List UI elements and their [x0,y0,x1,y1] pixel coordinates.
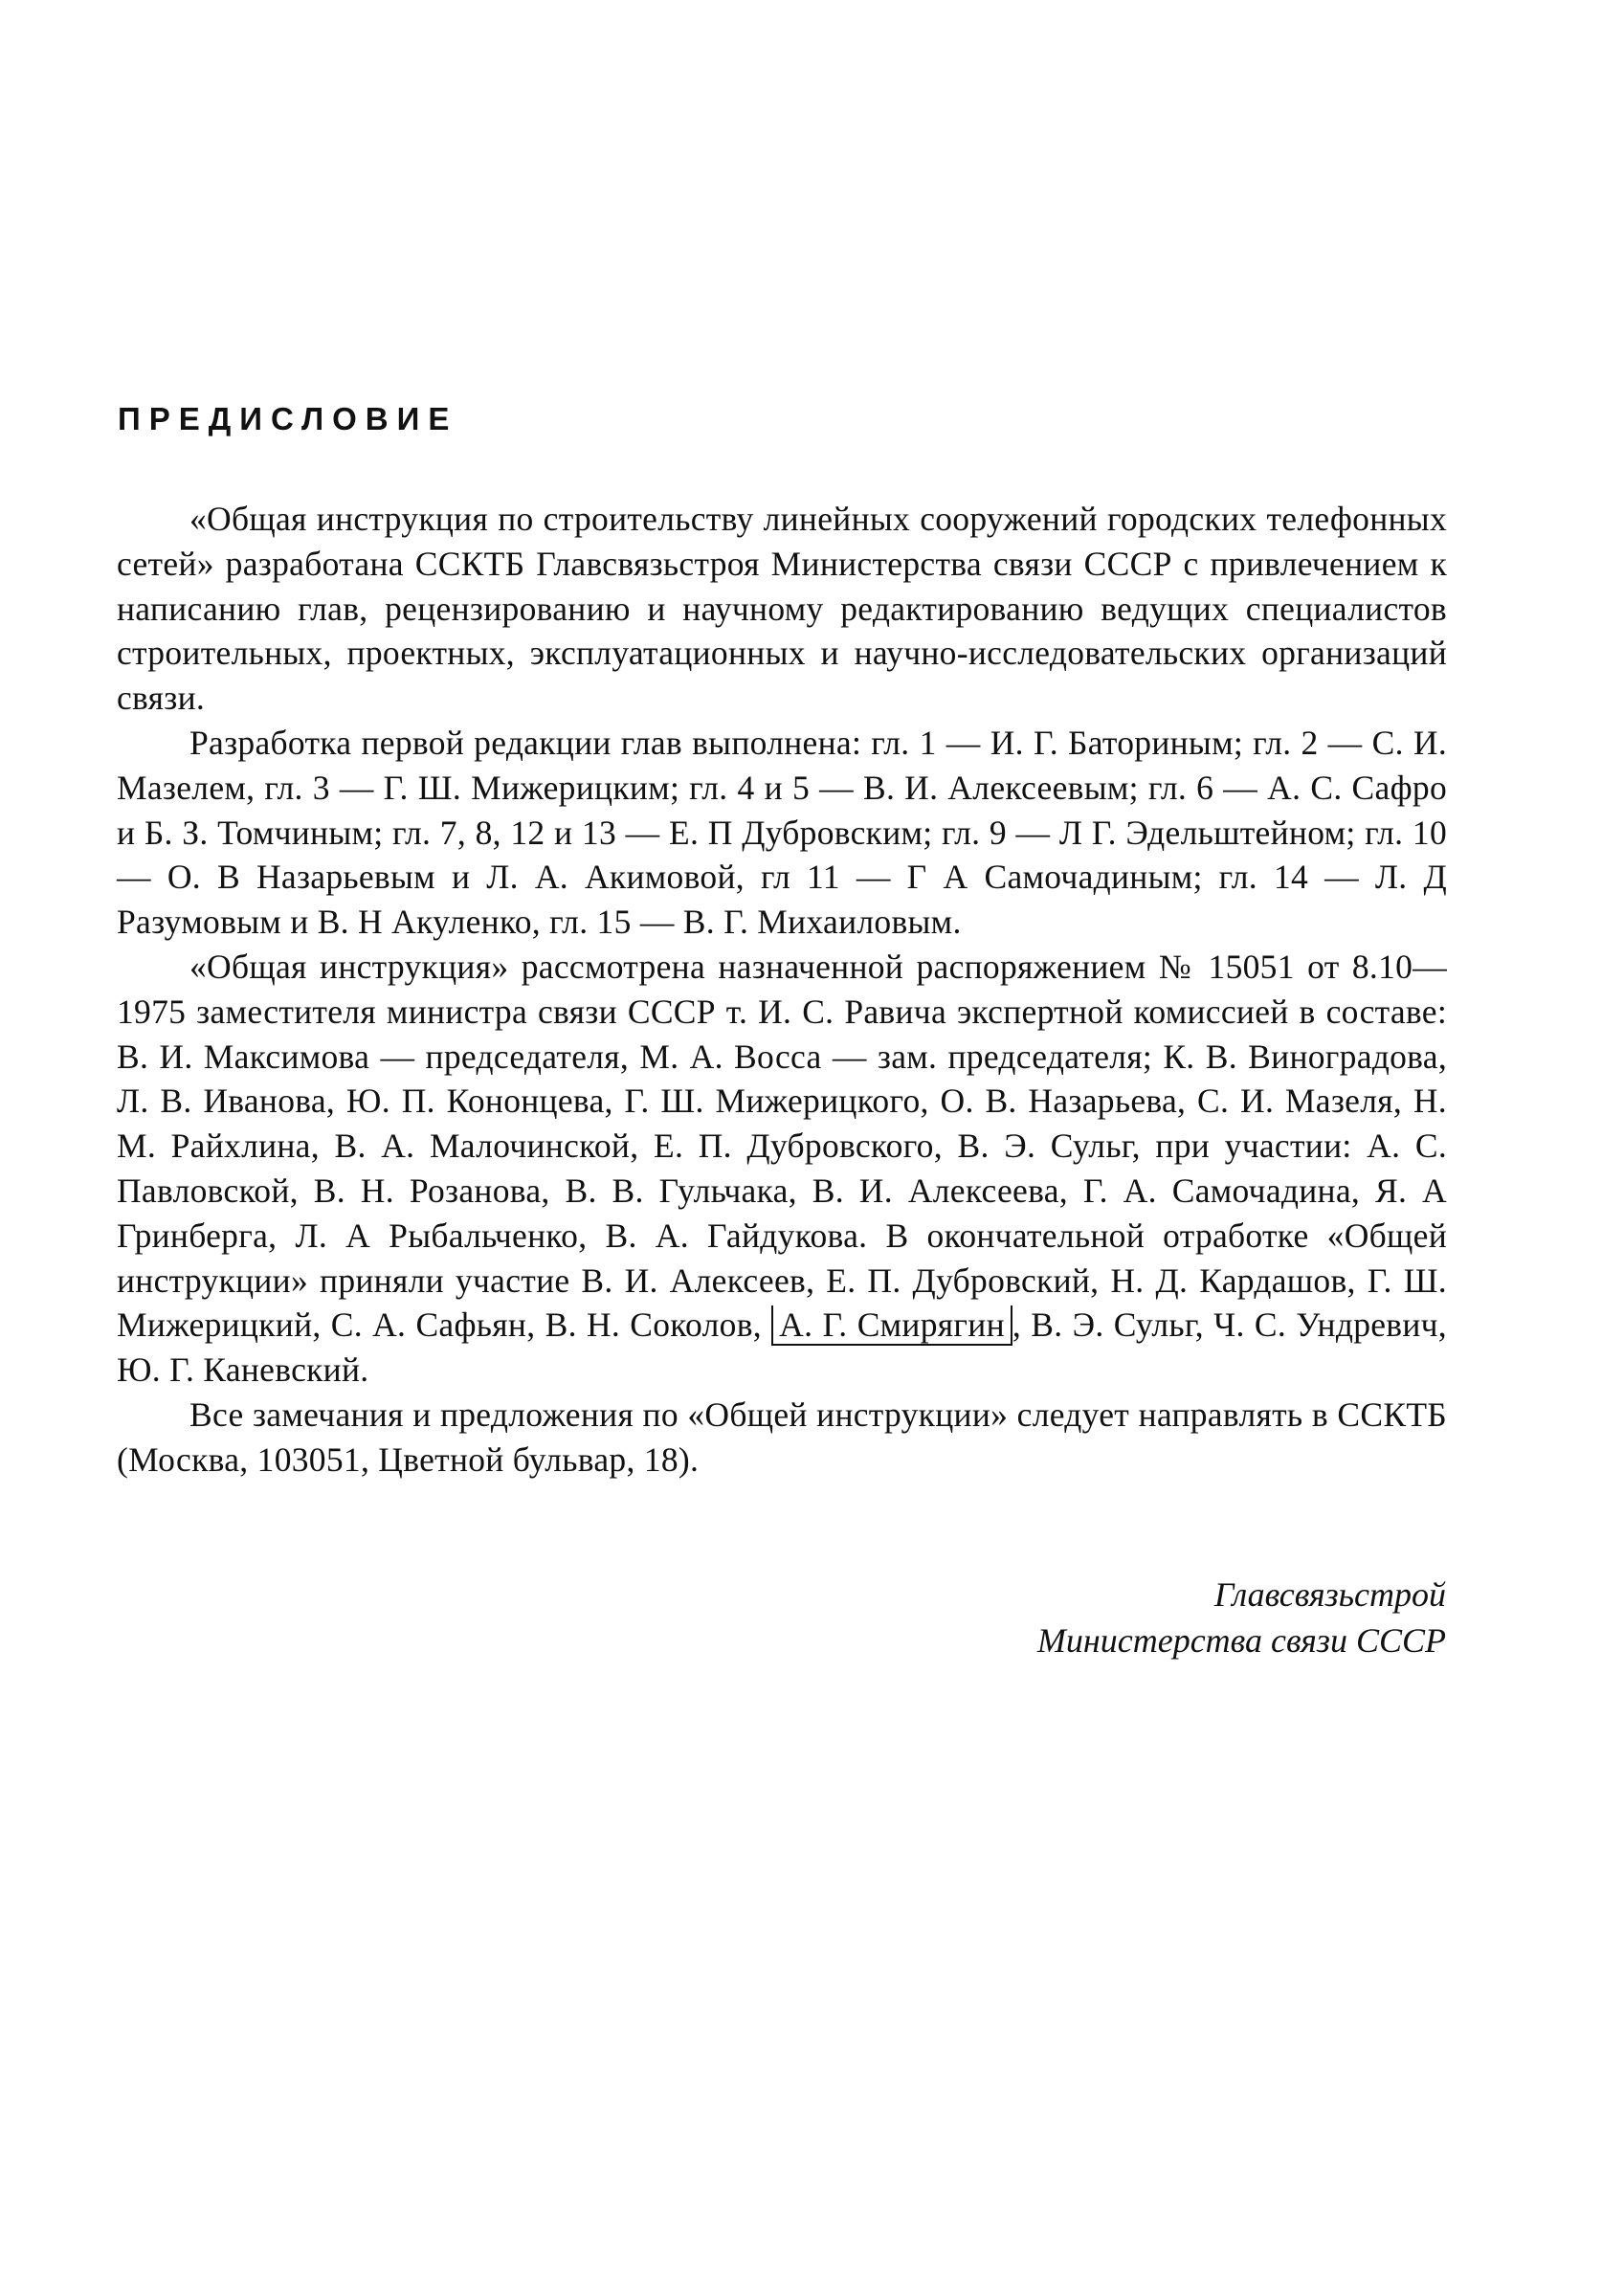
commission-text-before: «Общая инструкция» рассмотрена назначенной распоряжением № 15051 от 8.10—1975 заместителя министра связи СССР т. И. С. Равича экспертной комиссией в составе: В. И. Максимова — председателя, М. А. Восса — зам. председателя; К. В. Виноградова, Л. В. Иванова, Ю. П. Кононцева, Г. Ш. Мижерицкого, О. В. Назарьева, С. И. Мазеля, Н. М. Райхлина, В. А. Малочинской, Е. П. Дубровского, В. Э. Сульг, при участии: А. С. Павловской, В. Н. Розанова, В. В. Гульчака, В. И. Алексеева, Г. А. Самочадина, Я. А Гринберга, Л. А Рыбальченко, В. А. Гайдукова. В окончательной отработке «Общей инструкции» приняли участие В. И. Алексеев, Е. П. Дубровский, Н. Д. Кардашов, Г. Ш. Мижерицкий, С. А. Сафьян, В. Н. Соколов, [117,947,1447,1345]
commission-text-after: , В. Э. Сульг, Ч. С. Ундревич, Ю. Г. Каневский. [117,1305,1447,1390]
paragraph-contact: Все замечания и предложения по «Общей инструкции» следует направлять в ССКТБ (Москва, 103051, Цветной бульвар, 18). [117,1395,1447,1479]
signature-organization: Главсвязьстрой [1213,1575,1446,1614]
preface-body [117,497,1447,1483]
memorial-boxed-name: А. Г. Смирягин [771,1305,1012,1346]
paragraph-chapter-authors: Разработка первой редакции глав выполнена: гл. 1 — И. Г. Баториным; гл. 2 — С. И. Мазелем, гл. 3 — Г. Ш. Мижерицким; гл. 4 и 5 — В. И. Алексеевым; гл. 6 — А. С. Сафро и Б. З. Томчиным; гл. 7, 8, 12 и 13 — Е. П Дубровским; гл. 9 — Л Г. Эдельштейном; гл. 10 — О. В Назарьевым и Л. А. Акимовой, гл 11 — Г А Самочадиным; гл. 14 — Л. Д Разумовым и В. Н Акуленко, гл. 15 — В. Г. Михаиловым. [117,723,1447,942]
signature-ministry: Министерства связи СССР [1036,1621,1446,1660]
signature-block [1037,1572,1446,1663]
paragraph-expert-commission [117,945,1447,1393]
page-title: ПРЕДИСЛОВИЕ [118,401,458,436]
paragraph-intro: «Общая инструкция по строительству линейных сооружений городских телефонных сетей» разработана ССКТБ Главсвязьстроя Министерства связи СССР с привлечением к написанию глав, рецензированию и научному редактированию ведущих специалистов строительных, проектных, эксплуатационных и научно-исследовательских организаций связи. [117,500,1447,718]
